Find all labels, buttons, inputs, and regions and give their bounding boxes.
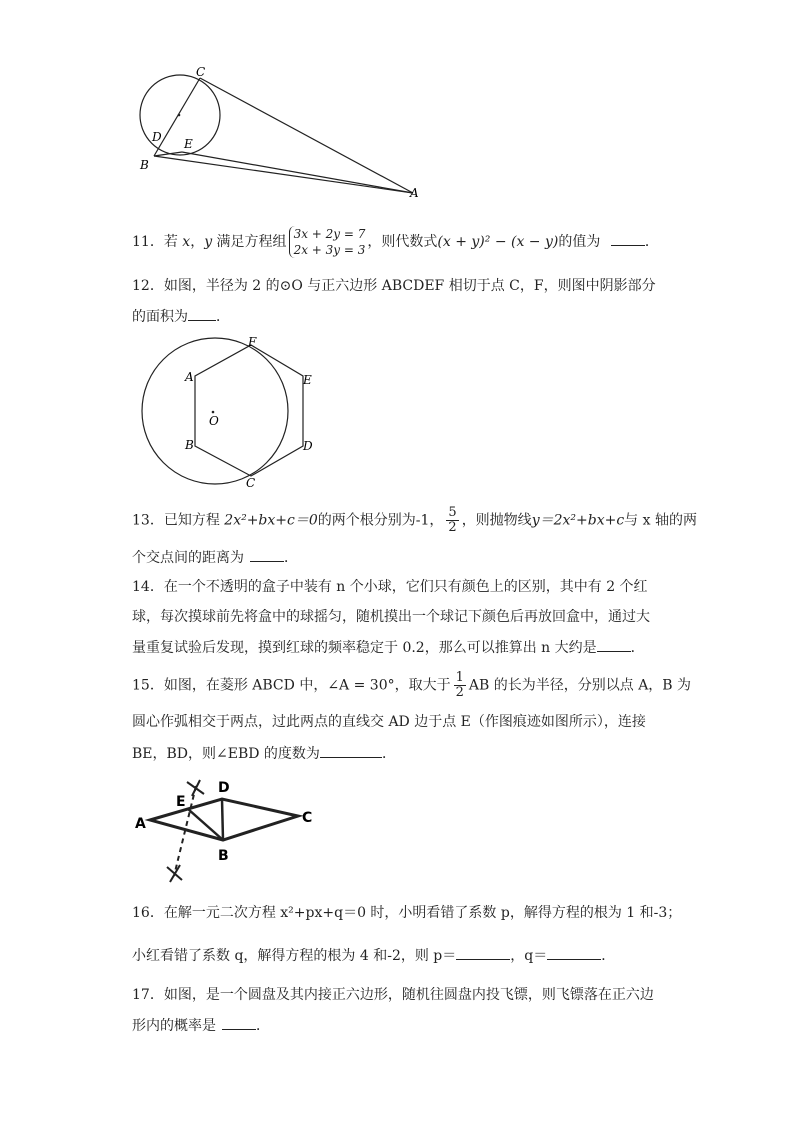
label-d: D [303,439,313,453]
q16-line-2-text-b: ，q＝ [510,948,548,964]
q13-equation: 2x²+bx+c＝0 [224,512,318,529]
q16-end: ． [601,948,616,964]
label-f: F [248,336,257,349]
fraction-five-halves [446,506,458,535]
question-17-line-2 [132,1015,270,1036]
q17-number: 17． [132,987,164,1003]
line-cb [154,78,200,156]
q13-text-d: 与 x 轴的两 [624,512,697,529]
q11-end: ． [644,234,659,250]
q11-var-x: x [182,234,191,250]
q14-line-2-text: 球，每次摸球前先将盒中的球摇匀，随机摸出一个球记下颜色后再放回盒中，通过大 [132,609,650,625]
q15-line-3-text: BE，BD，则∠EBD 的度数为 [132,746,320,762]
q12-number: 12． [132,278,164,294]
figure-circle-hexagon [135,336,325,494]
label-a: A [185,370,194,384]
label-c: C [196,65,206,79]
q15-text-b: AB 的长为半径，分别以点 A，B 为 [468,677,692,694]
label-a: A [410,186,419,200]
figure-circle-tangent [130,60,430,205]
arc-bottom [167,865,182,882]
q11-expression: (x + y)² − (x − y) [437,234,559,250]
label-c: C [302,810,313,826]
question-13-line-2 [132,547,298,568]
answer-blank[interactable] [222,1015,256,1030]
regular-hexagon [195,345,303,476]
line-bd [222,799,223,840]
equation-system [289,226,366,258]
question-14-line-2 [132,607,650,627]
q11-comma: ， [190,234,205,250]
q14-number: 14． [132,579,164,595]
label-d: D [218,780,230,796]
q15-line-2-text: 圆心作弧相交于两点，过此两点的直线交 AD 边于点 E（作图痕迹如图所示），连接 [132,714,646,730]
answer-blank[interactable] [597,637,631,652]
q14-end: ． [630,640,645,656]
q13-parabola: y＝2x²+bx+c [531,512,625,529]
q14-line-1: 在一个不透明的盒子中装有 n 个小球，它们只有颜色上的区别，其中有 2 个红 [163,579,648,595]
question-13 [132,506,697,535]
q11-text-d: 的值为 [558,234,601,250]
q11-text-b: 满足方程组 [212,234,287,250]
question-12-line-2 [132,306,230,327]
question-16 [132,903,681,923]
q13-text-c: ，则抛物线 [461,512,532,529]
label-c: C [246,476,256,490]
line-ca [200,78,413,193]
q13-line-2-text: 个交点间的距离为 [132,550,244,566]
fraction-denominator: 2 [448,520,457,535]
answer-blank[interactable] [611,231,645,246]
fraction-denominator: 2 [455,685,464,700]
circle-o [142,338,288,484]
q12-line-1: 如图，半径为 2 的⊙O 与正六边形 ABCDEF 相切于点 C，F，则图中阴影部分 [163,278,656,294]
question-15-line-2 [132,712,646,732]
fraction-numerator: 1 [455,670,464,685]
q15-end: ． [381,746,396,762]
question-14 [132,577,648,597]
q16-line-1: 在解一元二次方程 x²+px+q＝0 时，小明看错了系数 p，解得方程的根为 1 和-3； [163,905,682,921]
question-12 [132,276,656,296]
figure-rhombus [132,772,332,890]
label-b: B [185,438,194,452]
question-17 [132,985,654,1005]
equation-2: 2x + 3y = 3 [293,243,366,257]
q11-var-y: y [204,234,213,250]
label-e: E [303,373,312,387]
q13-number: 13． [132,512,164,529]
q17-line-2-text: 形内的概率是 [132,1018,216,1034]
q15-text-a: 如图，在菱形 ABCD 中，∠A = 30°，取大于 [163,677,451,694]
answer-blank-p[interactable] [456,945,510,960]
answer-blank-q[interactable] [547,945,601,960]
label-a: A [135,816,146,832]
equation-1: 3x + 2y = 7 [293,227,366,241]
q13-text-b: 的两个根分别为-1， [317,512,444,529]
q17-end: ． [256,1018,270,1034]
q16-number: 16． [132,905,164,921]
question-14-line-3 [132,637,645,658]
question-11 [132,226,659,258]
label-b: B [140,158,149,172]
q14-line-3-text: 量重复试验后发现，摸到红球的频率稳定于 0.2，那么可以推算出 n 大约是 [132,640,597,656]
q13-end: ． [284,550,298,566]
label-d: D [152,130,162,144]
q11-text-c: ，则代数式 [367,234,438,250]
label-e: E [176,794,186,810]
label-o: O [209,414,219,428]
q11-number: 11． [132,234,164,250]
q15-number: 15． [132,677,164,694]
arc-top [187,780,204,796]
answer-blank[interactable] [188,306,216,321]
fraction-one-half [454,671,466,700]
label-b: B [218,848,229,864]
answer-blank[interactable] [320,743,382,758]
q16-line-2-text-a: 小红看错了系数 q，解得方程的根为 4 和-2，则 p＝ [132,948,457,964]
question-16-line-2 [132,945,615,966]
label-e: E [184,137,193,151]
question-15-line-3 [132,743,396,764]
q12-end: ． [216,309,230,325]
fraction-numerator: 5 [448,505,457,520]
q17-line-1: 如图，是一个圆盘及其内接正六边形，随机往圆盘内投飞镖，则飞镖落在正六边 [163,987,654,1003]
q11-text-a: 若 [163,234,183,250]
line-ea [182,152,413,193]
center-dot [178,114,181,117]
question-15 [132,671,691,700]
q13-text-a: 已知方程 [163,512,225,529]
line-ba [154,156,413,193]
answer-blank[interactable] [250,547,284,562]
center-dot [212,411,215,414]
q12-line-2-text: 的面积为 [132,309,188,325]
